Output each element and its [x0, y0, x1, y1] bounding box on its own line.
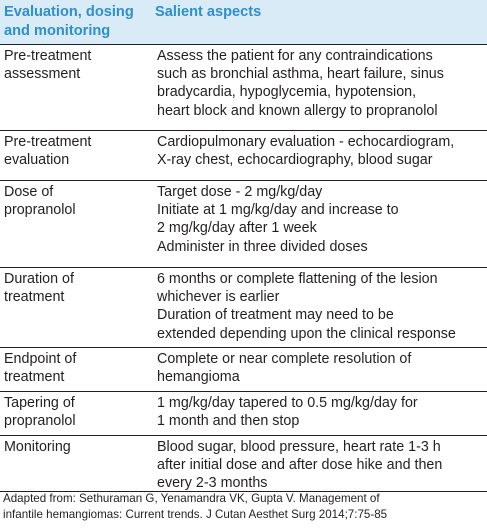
row-text: Complete or near complete resolution of hemangioma — [157, 351, 412, 386]
table-row — [0, 45, 487, 131]
row-text: Blood sugar, blood pressure, heart rate 1-3 h after initial dose and after dose hike and then every 2-3 months — [157, 439, 443, 492]
row-label: Tapering of propranolol — [4, 395, 76, 430]
table-row — [0, 268, 487, 348]
row-label: Monitoring — [4, 439, 71, 455]
header-col-salient-aspects: Salient aspects — [155, 4, 262, 20]
table-row — [0, 131, 487, 181]
row-label: Pre-treatment evaluation — [4, 134, 92, 169]
row-text: 1 mg/kg/day tapered to 0.5 mg/kg/day for 1 month and then stop — [157, 395, 418, 430]
header-col-evaluation: Evaluation, dosing and monitoring — [4, 4, 134, 39]
row-text: Assess the patient for any contraindications such as bronchial asthma, heart failure, sinus bradycardia, hypoglycemia, hypotension, heart block and known allergy to propranolol — [157, 48, 444, 119]
table-footnote: Adapted from: Sethuraman G, Yenamandra VK, Gupta V. Management of infantile hemangiomas: Current trends. J Cutan Aesthet Surg 2014;7:75-85 — [3, 492, 388, 521]
row-label: Pre-treatment assessment — [4, 48, 92, 83]
table-row — [0, 181, 487, 268]
row-text: Cardiopulmonary evaluation - echocardiogram, X-ray chest, echocardiography, blood sugar — [157, 134, 455, 169]
row-label: Endpoint of treatment — [4, 351, 77, 386]
table-header — [0, 0, 487, 45]
row-label: Dose of propranolol — [4, 184, 76, 219]
table-row — [0, 348, 487, 392]
table-row — [0, 436, 487, 492]
table-row — [0, 392, 487, 436]
row-label: Duration of treatment — [4, 271, 74, 306]
row-text: Target dose - 2 mg/kg/day Initiate at 1 mg/kg/day and increase to 2 mg/kg/day after 1 week Administer in three divided doses — [157, 184, 399, 255]
row-text: 6 months or complete flattening of the lesion whichever is earlier Duration of treatment may need to be extended depending upon the clinical response — [157, 271, 456, 342]
